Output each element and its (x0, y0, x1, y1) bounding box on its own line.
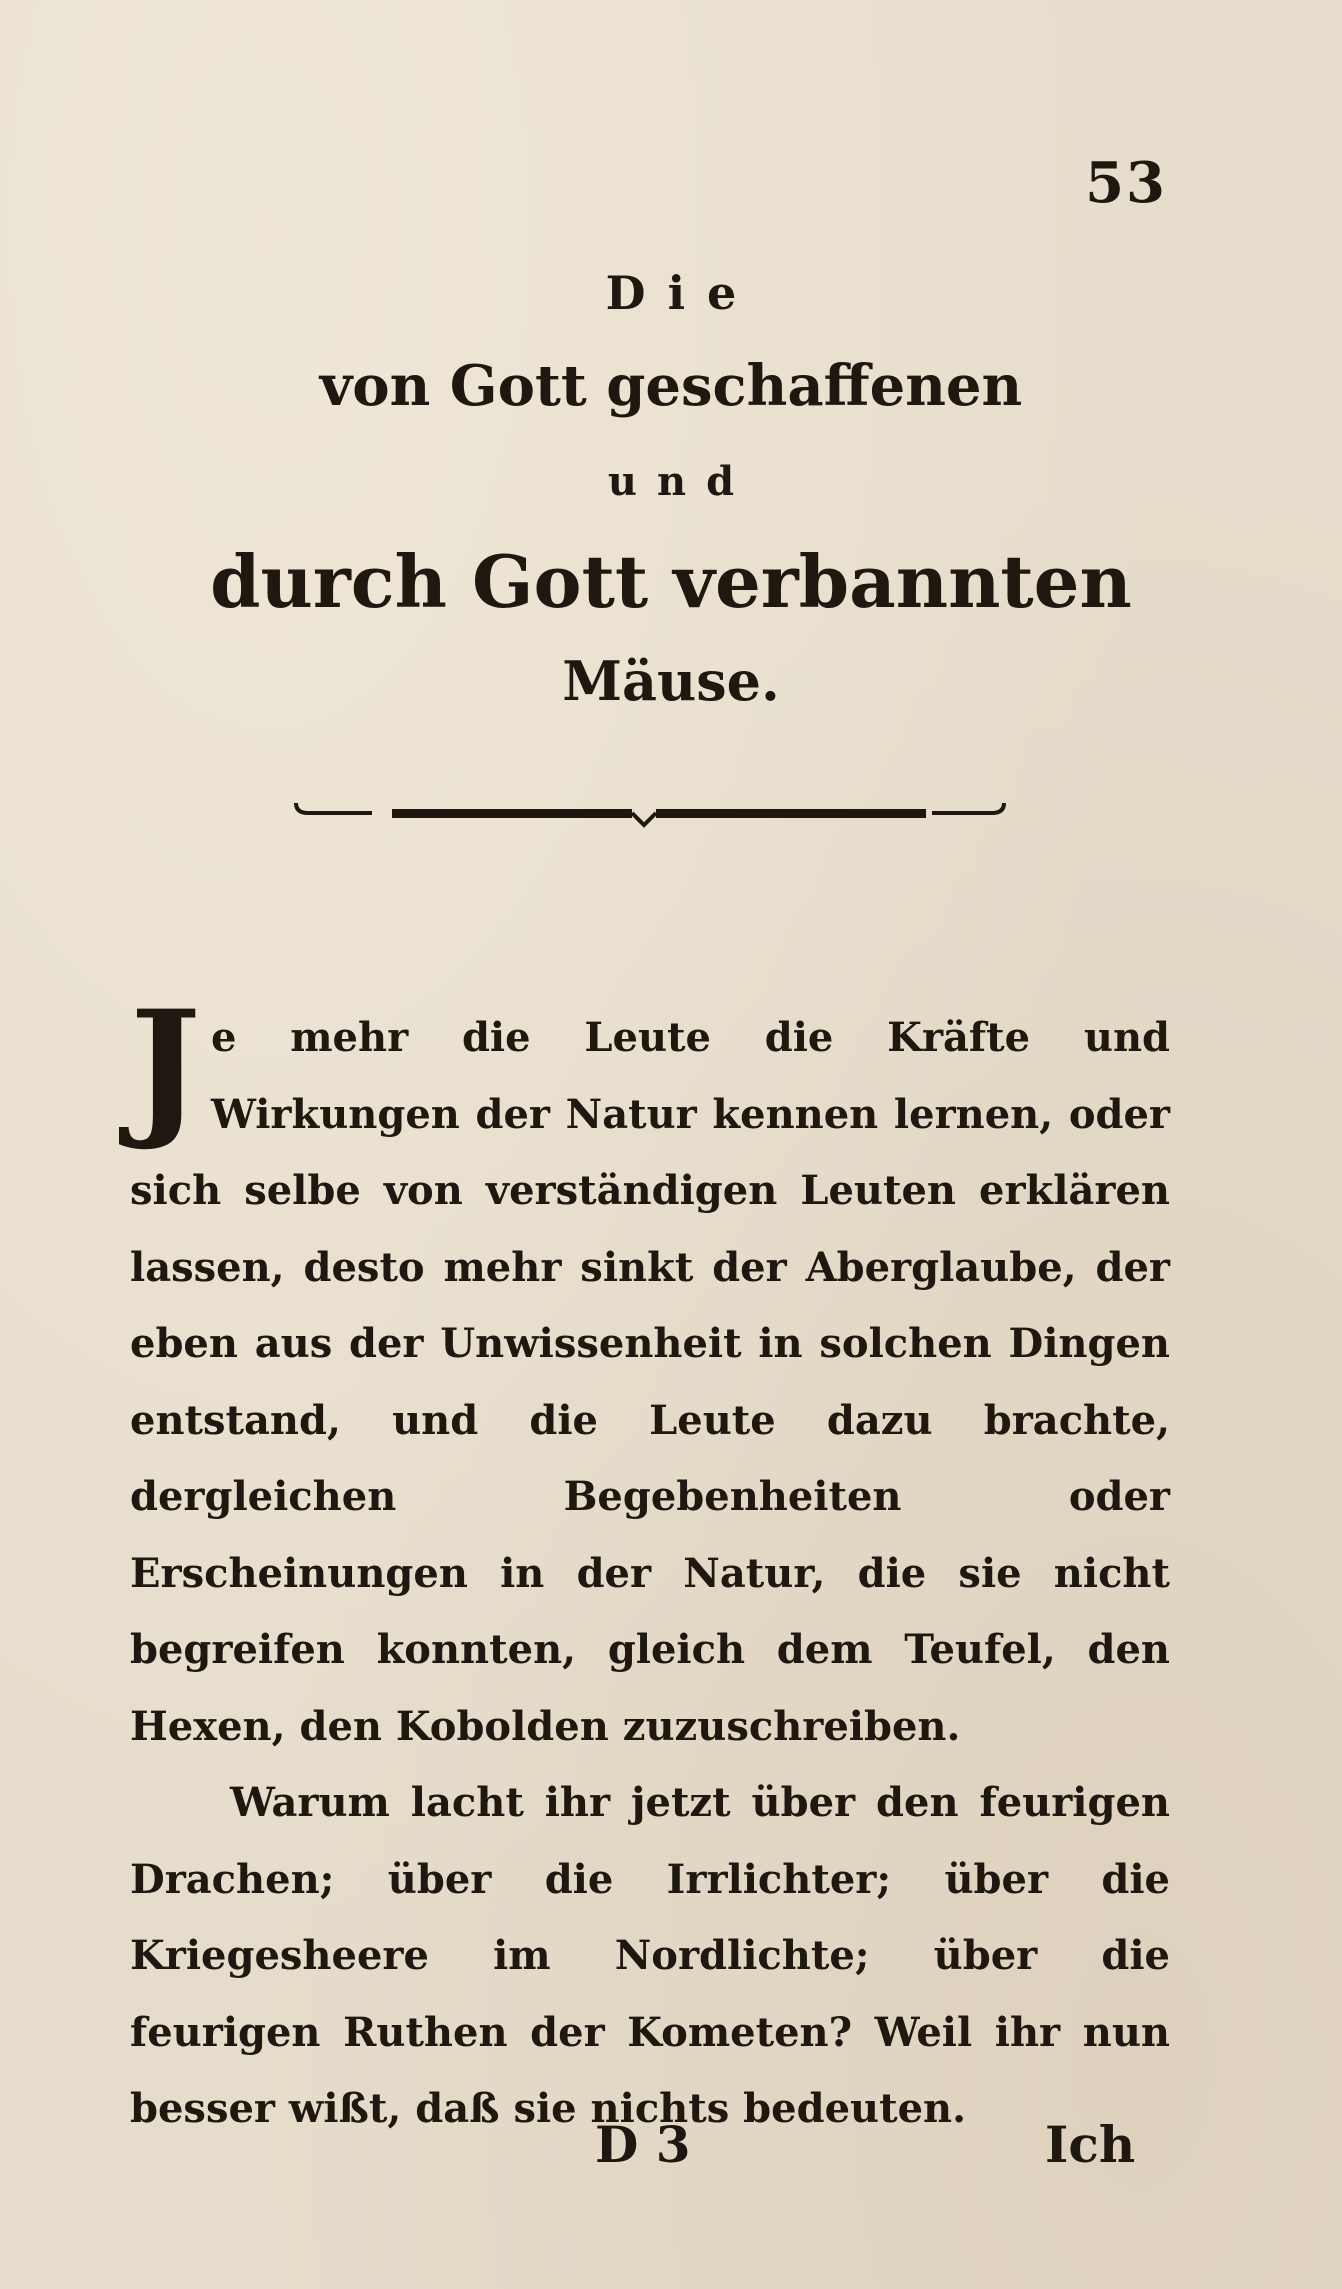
chapter-title (0, 266, 1342, 713)
signature-mark: D 3 (595, 2115, 691, 2174)
body-text (130, 978, 1170, 2148)
title-line-4: durch Gott verbannten (210, 539, 1132, 624)
title-line-5: Mäuse. (562, 649, 780, 713)
paragraph-1-text: e mehr die Leute die Kräfte und Wirkungen der Natur kennen lernen, oder sich selbe von verständigen Leuten erklären lassen, desto mehr sinkt der Aberglaube, der eben aus der Unwissenheit in solchen Dingen entstand, und die Leute dazu brachte, dergleichen Begebenheiten oder Erscheinungen in der Natur, die sie nicht begreifen konnten, gleich dem Teufel, den Hexen, den Kobolden zuzuschreiben. (130, 1014, 1170, 1750)
catchword: Ich (1045, 2115, 1136, 2174)
title-line-1: Die (605, 266, 759, 320)
ornamental-rule (292, 795, 1010, 835)
title-line-2: von Gott geschaffenen (319, 353, 1023, 419)
page-number: 53 (1085, 150, 1167, 216)
title-line-3: und (607, 458, 755, 505)
paragraph-2: Warum lacht ihr jetzt über den feurigen Drachen; über die Irrlichter; über die Kriegesheere im Nordlichte; über die feurigen Ruthen der Kometen? Weil ihr nun besser wißt, daß sie nichts bedeuten. (130, 1779, 1170, 2132)
drop-cap: J (130, 978, 201, 1154)
paragraph-1 (130, 978, 1170, 1765)
